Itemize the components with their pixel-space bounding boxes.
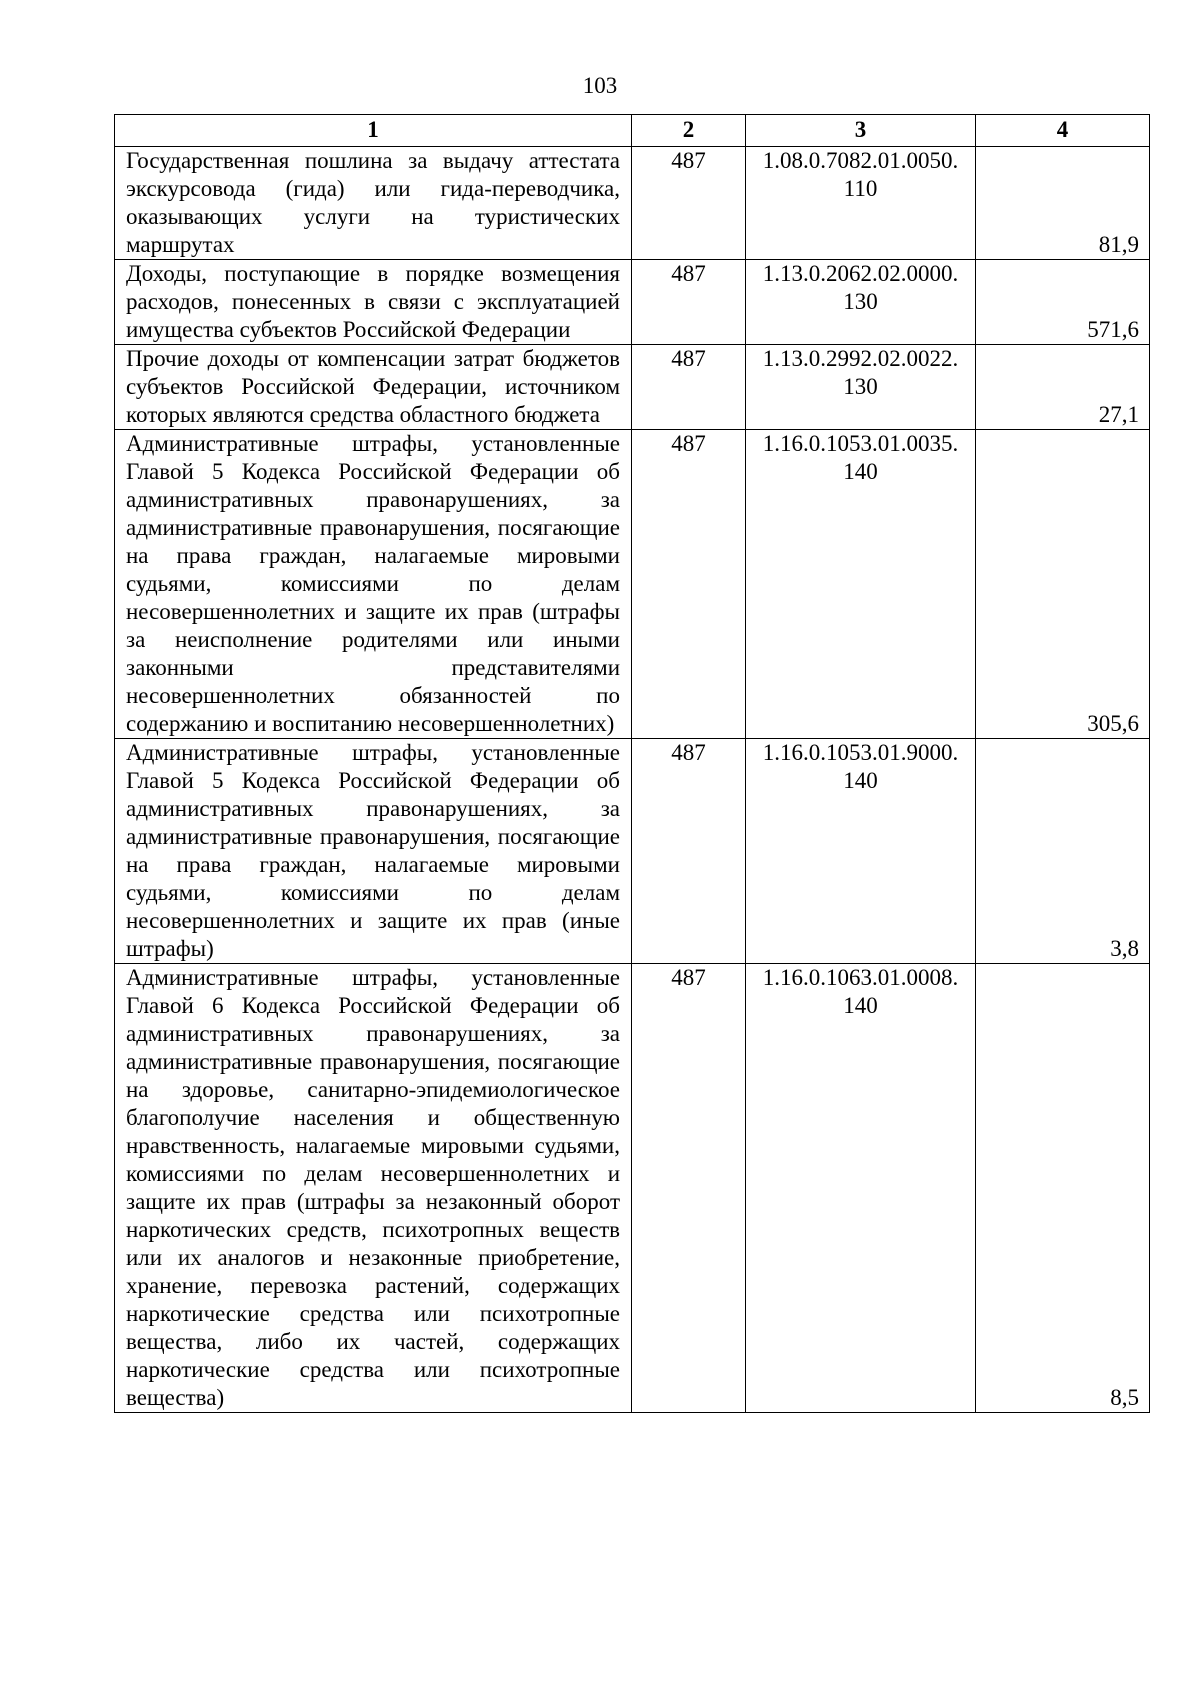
table-row [115, 964, 1150, 1413]
revenue-name: Административные штрафы, установленные Главой 5 Кодекса Российской Федерации об административных правонарушениях, за административные правонарушения, посягающие на права граждан, налагаемые мировыми судьями, комиссиями по делам несовершеннолетних и защите их прав (иные штрафы) [115, 739, 632, 964]
admin-code: 487 [632, 964, 746, 1413]
code-line-1: 1.13.0.2992.02.0022. [762, 346, 959, 371]
column-header-amount: 4 [976, 115, 1150, 147]
table-row [115, 147, 1150, 260]
code-line-1: 1.08.0.7082.01.0050. [762, 148, 959, 173]
code-line-2: 140 [843, 459, 878, 484]
revenue-table [114, 114, 1150, 1413]
column-header-name: 1 [115, 115, 632, 147]
admin-code: 487 [632, 260, 746, 345]
budget-classification-code [746, 964, 976, 1413]
table-row [115, 260, 1150, 345]
revenue-name: Административные штрафы, установленные Главой 6 Кодекса Российской Федерации об административных правонарушениях, за административные правонарушения, посягающие на здоровье, санитарно-эпидемиологическое благополучие населения и общественную нравственность, налагаемые мировыми судьями, комиссиями по делам несовершеннолетних и защите их прав (штрафы за незаконный оборот наркотических средств, психотропных веществ или их аналогов и незаконные приобретение, хранение, перевозка растений, содержащих наркотические средства или психотропные вещества, либо их частей, содержащих наркотические средства или психотропные вещества) [115, 964, 632, 1413]
budget-classification-code [746, 430, 976, 739]
revenue-name: Административные штрафы, установленные Главой 5 Кодекса Российской Федерации об административных правонарушениях, за административные правонарушения, посягающие на права граждан, налагаемые мировыми судьями, комиссиями по делам несовершеннолетних и защите их прав (штрафы за неисполнение родителями или иными законными представителями несовершеннолетних обязанностей по содержанию и воспитанию несовершеннолетних) [115, 430, 632, 739]
column-header-admin: 2 [632, 115, 746, 147]
table-row [115, 345, 1150, 430]
table-row [115, 739, 1150, 964]
revenue-name: Государственная пошлина за выдачу аттестата экскурсовода (гида) или гида-переводчика, оказывающих услуги на туристических маршрутах [115, 147, 632, 260]
amount: 3,8 [976, 739, 1150, 964]
page-number: 103 [582, 73, 618, 98]
code-line-2: 140 [843, 768, 878, 793]
budget-classification-code [746, 345, 976, 430]
column-header-code: 3 [746, 115, 976, 147]
table-header-row [115, 115, 1150, 147]
code-line-1: 1.16.0.1053.01.0035. [762, 431, 959, 456]
code-line-2: 110 [843, 176, 878, 201]
admin-code: 487 [632, 430, 746, 739]
table-row [115, 430, 1150, 739]
code-line-1: 1.13.0.2062.02.0000. [762, 261, 959, 286]
admin-code: 487 [632, 739, 746, 964]
amount: 305,6 [976, 430, 1150, 739]
revenue-name: Прочие доходы от компенсации затрат бюджетов субъектов Российской Федерации, источником которых являются средства областного бюджета [115, 345, 632, 430]
admin-code: 487 [632, 147, 746, 260]
budget-classification-code [746, 739, 976, 964]
code-line-2: 140 [843, 993, 878, 1018]
code-line-1: 1.16.0.1053.01.9000. [762, 740, 959, 765]
code-line-1: 1.16.0.1063.01.0008. [762, 965, 959, 990]
budget-classification-code [746, 260, 976, 345]
amount: 571,6 [976, 260, 1150, 345]
budget-classification-code [746, 147, 976, 260]
amount: 8,5 [976, 964, 1150, 1413]
admin-code: 487 [632, 345, 746, 430]
code-line-2: 130 [843, 289, 878, 314]
code-line-2: 130 [843, 374, 878, 399]
amount: 81,9 [976, 147, 1150, 260]
revenue-name: Доходы, поступающие в порядке возмещения расходов, понесенных в связи с эксплуатацией имущества субъектов Российской Федерации [115, 260, 632, 345]
amount: 27,1 [976, 345, 1150, 430]
